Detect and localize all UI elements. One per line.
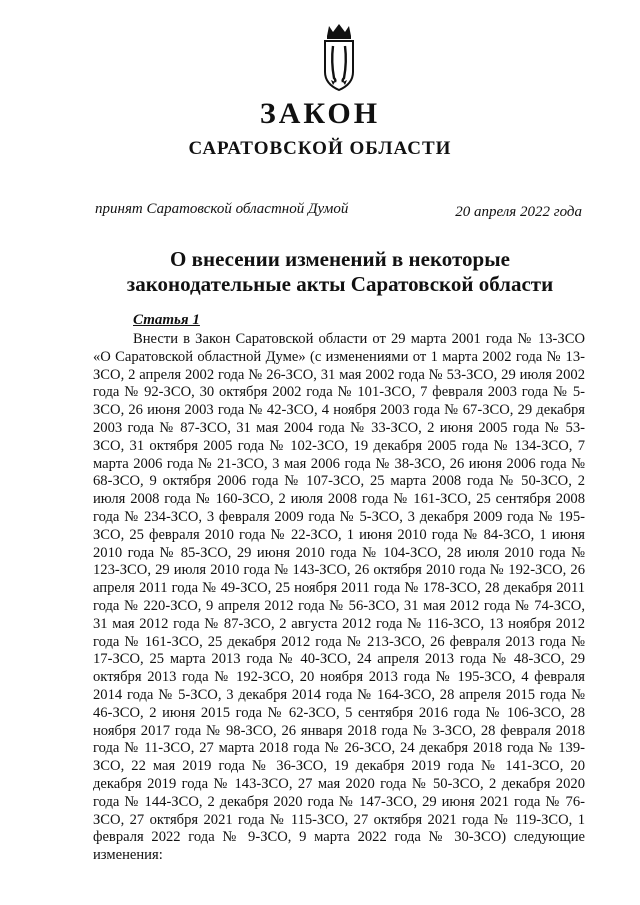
region-title: САРАТОВСКОЙ ОБЛАСТИ [188, 138, 452, 159]
coat-of-arms-icon [322, 22, 356, 92]
article-text: Внести в Закон Саратовской области от 29 марта 2001 года № 13-ЗСО «О Саратовской областной Думе» (с изменениями от 1 марта 2002 года № 13-ЗСО, 2 апреля 2002 года № 26-ЗСО, 31 мая 2002 года № 53-ЗСО, 29 июля 2002 года № 92-ЗСО, 30 октября 2002 года № 101-ЗСО, 7 февраля 2003 года № 5-ЗСО, 26 июня 2003 года № 42-ЗСО, 4 ноября 2003 года № 67-ЗСО, 29 декабря 2003 года № 87-ЗСО, 31 мая 2004 года № 33-ЗСО, 2 июня 2005 года № 53-ЗСО, 31 октября 2005 года № 102-ЗСО, 19 декабря 2005 года № 134-ЗСО, 7 марта 2006 года № 21-ЗСО, 3 мая 2006 года № 38-ЗСО, 26 июня 2006 года № 68-ЗСО, 9 октября 2006 года № 107-ЗСО, 25 марта 2008 года № 50-ЗСО, 2 июля 2008 года № 160-ЗСО, 2 июля 2008 года № 161-ЗСО, 25 сентября 2008 года № 234-ЗСО, 3 февраля 2009 года № 5-ЗСО, 3 декабря 2009 года № 195-ЗСО, 25 февраля 2010 года № 22-ЗСО, 1 июня 2010 года № 84-ЗСО, 1 июня 2010 года № 85-ЗСО, 29 июня 2010 года № 104-ЗСО, 28 июля 2010 года № 123-ЗСО, 29 июля 2010 года № 143-ЗСО, 26 октября 2010 года № 192-ЗСО, 26 апреля 2011 года № 49-ЗСО, 25 ноября 2011 года № 178-ЗСО, 28 декабря 2011 года № 220-ЗСО, 9 апреля 2012 года № 56-ЗСО, 31 мая 2012 года № 74-ЗСО, 31 мая 2012 года № 87-ЗСО, 2 августа 2012 года № 116-ЗСО, 13 ноября 2012 года № 161-ЗСО, 25 декабря 2012 года № 213-ЗСО, 26 февраля 2013 года № 17-ЗСО, 25 марта 2013 года № 40-ЗСО, 24 апреля 2013 года № 48-ЗСО, 29 октября 2013 года № 192-ЗСО, 20 ноября 2013 года № 195-ЗСО, 4 февраля 2014 года № 5-ЗСО, 3 декабря 2014 года № 164-ЗСО, 28 апреля 2015 года № 46-ЗСО, 2 июня 2015 года № 62-ЗСО, 5 сентября 2016 года № 106-ЗСО, 28 ноября 2017 года № 98-ЗСО, 26 января 2018 года № 3-ЗСО, 28 февраля 2018 года № 11-ЗСО, 27 марта 2018 года № 26-ЗСО, 24 декабря 2018 года № 139-ЗСО, 22 мая 2019 года № 36-ЗСО, 19 декабря 2019 года № 141-ЗСО, 20 декабря 2019 года № 143-ЗСО, 27 мая 2020 года № 50-ЗСО, 2 декабря 2020 года № 144-ЗСО, 2 декабря 2020 года № 147-ЗСО, 29 июня 2021 года № 76-ЗСО, 27 октября 2021 года № 115-ЗСО, 27 октября 2021 года № 119-ЗСО, 1 февраля 2022 года № 9-ЗСО, 9 марта 2022 года № 30-ЗСО) следующие изменения: [93, 331, 585, 864]
law-heading: О внесении изменений в некоторые законодательные акты Саратовской области [126, 247, 554, 296]
law-title: ЗАКОН [259, 97, 381, 130]
article-label: Статья 1 [133, 312, 200, 328]
adoption-date: 20 апреля 2022 года [455, 204, 582, 220]
adopted-by: принят Саратовской областной Думой [95, 201, 349, 217]
